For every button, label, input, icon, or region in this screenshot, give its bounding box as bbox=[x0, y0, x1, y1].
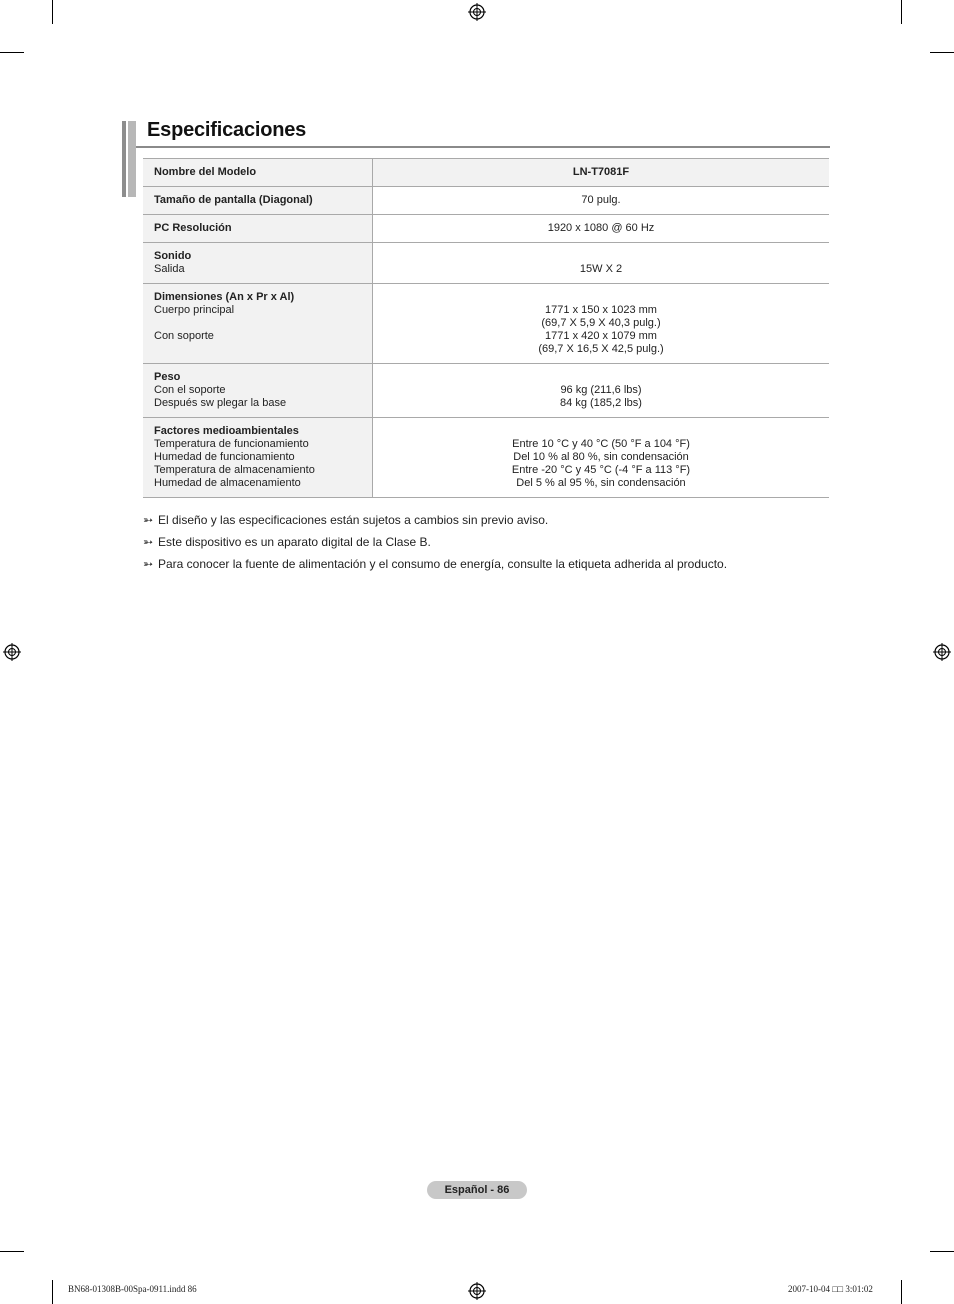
page-number-badge: Español - 86 bbox=[427, 1181, 527, 1199]
spec-value: Del 10 % al 80 %, sin condensación bbox=[513, 451, 689, 463]
spec-label: Sonido bbox=[154, 250, 192, 262]
spec-sublabel: Después sw plegar la base bbox=[154, 397, 287, 409]
spec-row-model bbox=[143, 159, 829, 187]
spec-value-cell bbox=[373, 418, 830, 498]
crop-mark bbox=[901, 1280, 902, 1304]
spec-value: (69,7 X 5,9 X 40,3 pulg.) bbox=[541, 317, 661, 329]
spec-value: 1771 x 150 x 1023 mm bbox=[545, 304, 657, 316]
spec-label: PC Resolución bbox=[154, 222, 232, 234]
spec-value-cell bbox=[373, 215, 830, 243]
note-text: Para conocer la fuente de alimentación y el consumo de energía, consulte la etiqueta adherida al producto. bbox=[158, 557, 728, 571]
registration-mark-icon bbox=[468, 3, 486, 21]
spec-row-weight bbox=[143, 364, 829, 418]
note-text: El diseño y las especificaciones están sujetos a cambios sin previo aviso. bbox=[158, 513, 549, 527]
crop-mark bbox=[0, 1251, 24, 1252]
registration-mark-icon bbox=[933, 643, 951, 661]
spec-value: 1920 x 1080 @ 60 Hz bbox=[547, 222, 655, 234]
crop-mark bbox=[930, 1251, 954, 1252]
spec-row-screen-size bbox=[143, 187, 829, 215]
arrow-pointer-icon: ➳ bbox=[143, 535, 154, 549]
spec-sublabel: Humedad de almacenamiento bbox=[154, 477, 301, 489]
spec-row-dimensions bbox=[143, 284, 829, 364]
spec-label: Peso bbox=[154, 371, 181, 383]
crop-mark bbox=[901, 0, 902, 24]
arrow-pointer-icon: ➳ bbox=[143, 513, 154, 527]
spec-value: 70 pulg. bbox=[581, 194, 621, 206]
registration-mark-icon bbox=[468, 1282, 486, 1300]
spec-label: Nombre del Modelo bbox=[154, 166, 257, 178]
spec-value-cell bbox=[373, 364, 830, 418]
spec-value: 1771 x 420 x 1079 mm bbox=[545, 330, 657, 342]
spec-sublabel: Humedad de funcionamiento bbox=[154, 451, 295, 463]
spec-label: Tamaño de pantalla (Diagonal) bbox=[154, 194, 313, 206]
spec-sublabel: Temperatura de almacenamiento bbox=[154, 464, 315, 476]
spec-value: (69,7 X 16,5 X 42,5 pulg.) bbox=[538, 343, 664, 355]
title-decoration-bar bbox=[122, 121, 136, 197]
spec-value: Entre 10 °C y 40 °C (50 °F a 104 °F) bbox=[512, 438, 690, 450]
spec-label-cell bbox=[143, 284, 373, 364]
spec-label-cell bbox=[143, 159, 373, 187]
spec-value-cell bbox=[373, 187, 830, 215]
spec-value: 96 kg (211,6 lbs) bbox=[560, 384, 642, 396]
spec-sublabel: Con soporte bbox=[154, 330, 214, 342]
spec-row-sound bbox=[143, 243, 829, 284]
crop-mark bbox=[0, 52, 24, 53]
title-rule bbox=[136, 146, 830, 148]
spec-spacer bbox=[154, 317, 366, 330]
crop-mark bbox=[52, 0, 53, 24]
spec-label-cell bbox=[143, 187, 373, 215]
spec-value: 15W X 2 bbox=[579, 263, 623, 275]
spec-spacer bbox=[154, 343, 366, 356]
spec-label-cell bbox=[143, 243, 373, 284]
spec-value: Del 5 % al 95 %, sin condensación bbox=[516, 477, 686, 489]
spec-value: LN-T7081F bbox=[572, 166, 630, 178]
spec-label-cell bbox=[143, 364, 373, 418]
crop-mark bbox=[930, 52, 954, 53]
list-item bbox=[143, 534, 843, 550]
notes-list bbox=[143, 512, 843, 578]
list-item bbox=[143, 512, 843, 528]
note-text: Este dispositivo es un aparato digital de la Clase B. bbox=[158, 535, 431, 549]
spec-sublabel: Temperatura de funcionamiento bbox=[154, 438, 309, 450]
page-title: Especificaciones bbox=[147, 119, 307, 141]
spec-value: Entre -20 °C y 45 °C (-4 °F a 113 °F) bbox=[511, 464, 691, 476]
spec-sublabel: Cuerpo principal bbox=[154, 304, 235, 316]
spec-value-cell bbox=[373, 284, 830, 364]
print-imprint-date: 2007-10-04 □□ 3:01:02 bbox=[788, 1284, 873, 1294]
spec-label-cell bbox=[143, 215, 373, 243]
arrow-pointer-icon: ➳ bbox=[143, 557, 154, 571]
spec-row-environment bbox=[143, 418, 829, 498]
spec-value: 84 kg (185,2 lbs) bbox=[560, 397, 642, 409]
spec-label-cell bbox=[143, 418, 373, 498]
spec-table bbox=[143, 158, 829, 498]
spec-label: Dimensiones (An x Pr x Al) bbox=[154, 291, 295, 303]
spec-label: Factores medioambientales bbox=[154, 425, 299, 437]
print-imprint-file: BN68-01308B-00Spa-0911.indd 86 bbox=[68, 1284, 197, 1294]
spec-row-pc-resolution bbox=[143, 215, 829, 243]
spec-sublabel: Salida bbox=[154, 263, 185, 275]
spec-sublabel: Con el soporte bbox=[154, 384, 226, 396]
registration-mark-icon bbox=[3, 643, 21, 661]
spec-value-cell bbox=[373, 159, 830, 187]
crop-mark bbox=[52, 1280, 53, 1304]
list-item bbox=[143, 556, 843, 572]
spec-value-cell bbox=[373, 243, 830, 284]
